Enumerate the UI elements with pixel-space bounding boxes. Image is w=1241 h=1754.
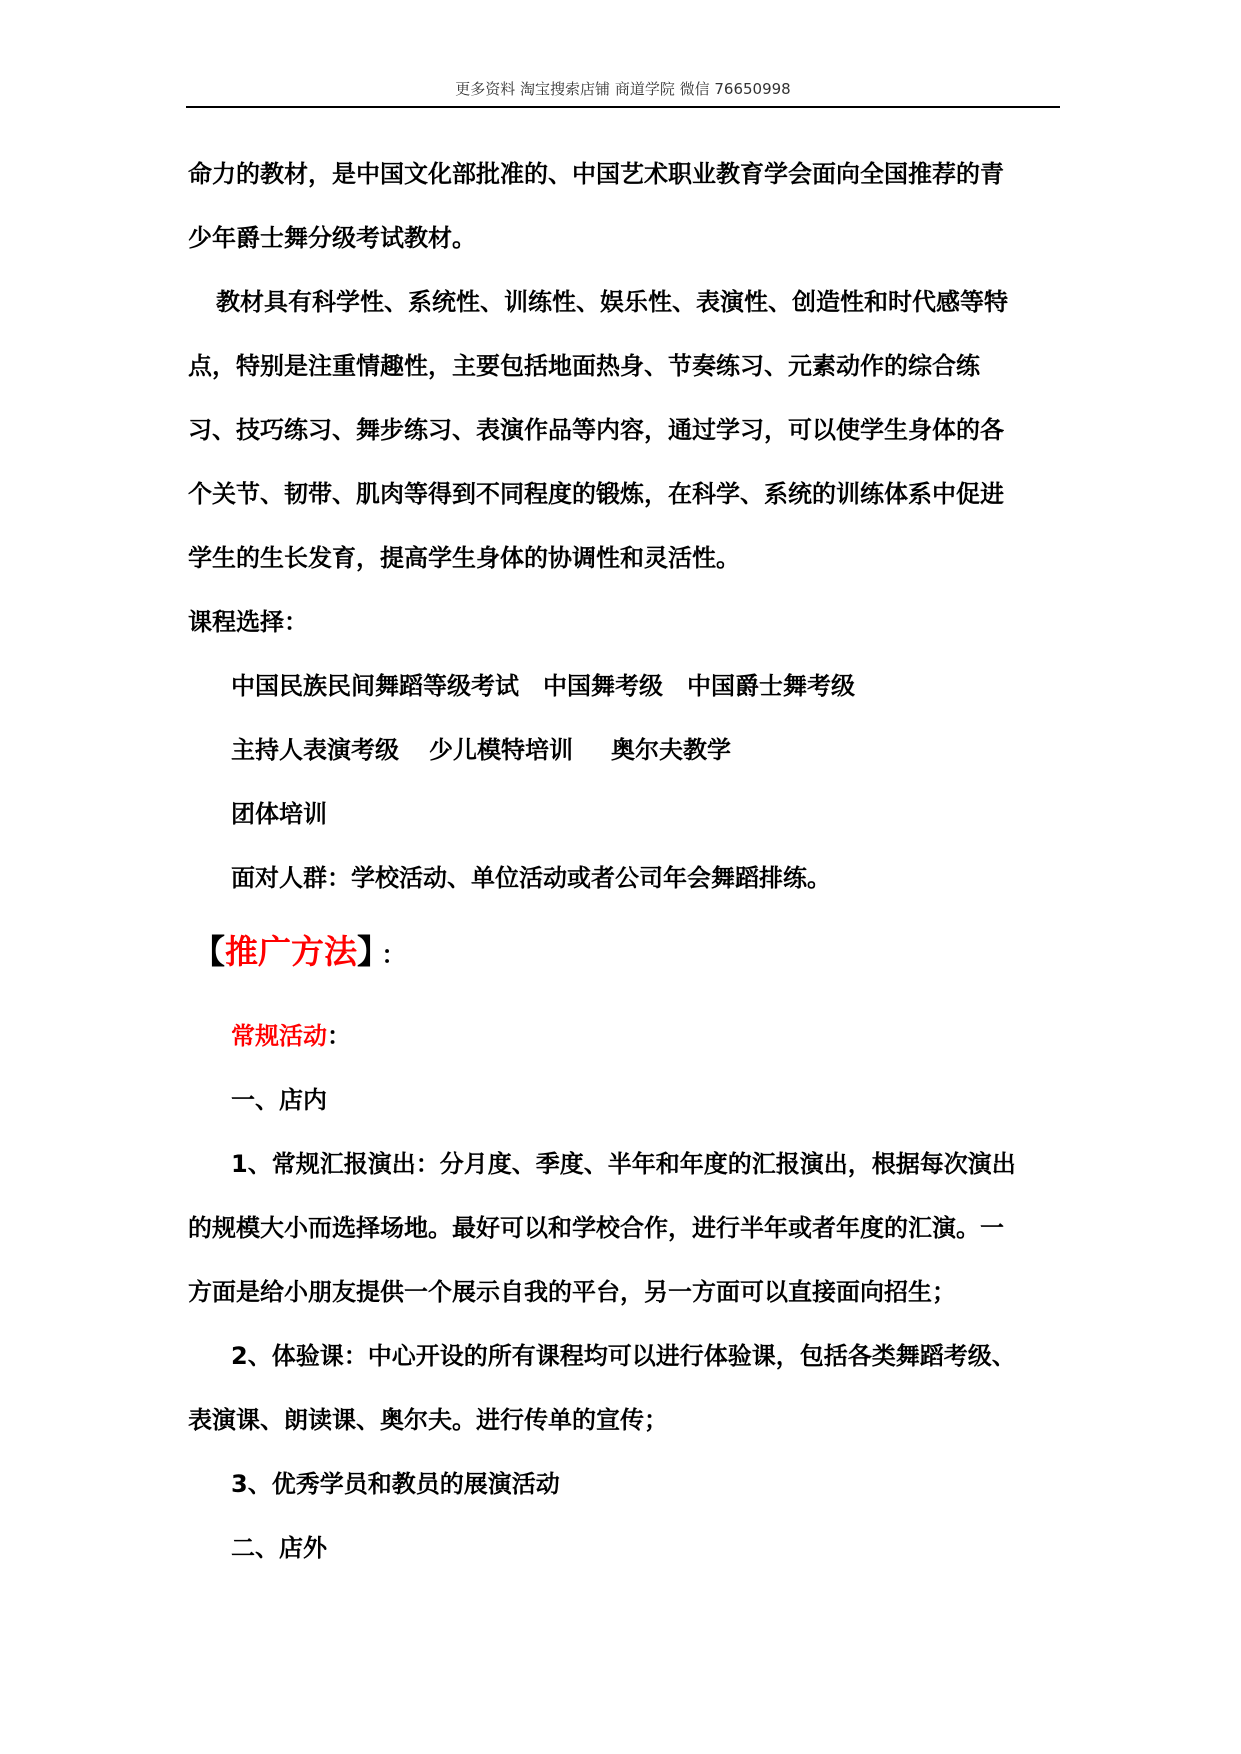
bracket-close: 】 — [357, 932, 374, 971]
paragraph-2-line-5: 学生的生长发育，提高学生身体的协调性和灵活性。 — [188, 544, 740, 572]
target-audience: 面对人群：学校活动、单位活动或者公司年会舞蹈排练。 — [231, 864, 831, 892]
item-2-line-1: 2、体验课：中心开设的所有课程均可以进行体验课，包括各类舞蹈考级、 — [231, 1342, 1016, 1370]
item-1-line-1: 1、常规汇报演出：分月度、季度、半年和年度的汇报演出，根据每次演出 — [231, 1150, 1016, 1178]
promotion-heading — [192, 932, 406, 975]
item-1-line-3: 方面是给小朋友提供一个展示自我的平台，另一方面可以直接面向招生； — [188, 1278, 956, 1306]
item-2-line-2: 表演课、朗读课、奥尔夫。进行传单的宣传； — [188, 1406, 668, 1434]
course-list-row-3: 团体培训 — [231, 800, 327, 828]
paragraph-1-line-1: 命力的教材，是中国文化部批准的、中国艺术职业教育学会面向全国推荐的青 — [188, 160, 1004, 188]
page-header — [186, 70, 1060, 108]
paragraph-2-line-3: 习、技巧练习、舞步练习、表演作品等内容，通过学习，可以使学生身体的各 — [188, 416, 1004, 444]
paragraph-2-line-4: 个关节、韧带、肌肉等得到不同程度的锻炼，在科学、系统的训练体系中促进 — [188, 480, 1004, 508]
heading-colon: ： — [381, 941, 406, 969]
promotion-title: 推广方法 — [225, 932, 357, 971]
item-3: 3、优秀学员和教员的展演活动 — [231, 1470, 560, 1498]
header-text: 更多资料 淘宝搜索店铺 商道学院 微信 76650998 — [455, 80, 791, 98]
out-store-heading: 二、店外 — [231, 1534, 327, 1562]
regular-activities-label — [231, 1020, 351, 1052]
bracket-open: 【 — [192, 932, 225, 971]
course-list-row-2 — [231, 734, 731, 766]
in-store-heading: 一、店内 — [231, 1086, 327, 1114]
regular-activities-title: 常规活动 — [231, 1022, 327, 1050]
paragraph-1-line-2: 少年爵士舞分级考试教材。 — [188, 224, 476, 252]
course-item: 主持人表演考级 — [231, 736, 399, 764]
course-item: 奥尔夫教学 — [611, 736, 731, 764]
item-1-line-2: 的规模大小而选择场地。最好可以和学校合作，进行半年或者年度的汇演。一 — [188, 1214, 1004, 1242]
paragraph-2-line-1: 教材具有科学性、系统性、训练性、娱乐性、表演性、创造性和时代感等特 — [216, 288, 1008, 316]
regular-activities-colon: ： — [327, 1022, 351, 1050]
course-item: 少儿模特培训 — [429, 736, 573, 764]
course-list-row-1 — [231, 670, 855, 702]
course-selection-label: 课程选择： — [188, 608, 308, 636]
course-item: 中国爵士舞考级 — [687, 672, 855, 700]
paragraph-2-line-2: 点，特别是注重情趣性，主要包括地面热身、节奏练习、元素动作的综合练 — [188, 352, 980, 380]
course-item: 中国民族民间舞蹈等级考试 — [231, 672, 519, 700]
course-item: 中国舞考级 — [543, 672, 663, 700]
